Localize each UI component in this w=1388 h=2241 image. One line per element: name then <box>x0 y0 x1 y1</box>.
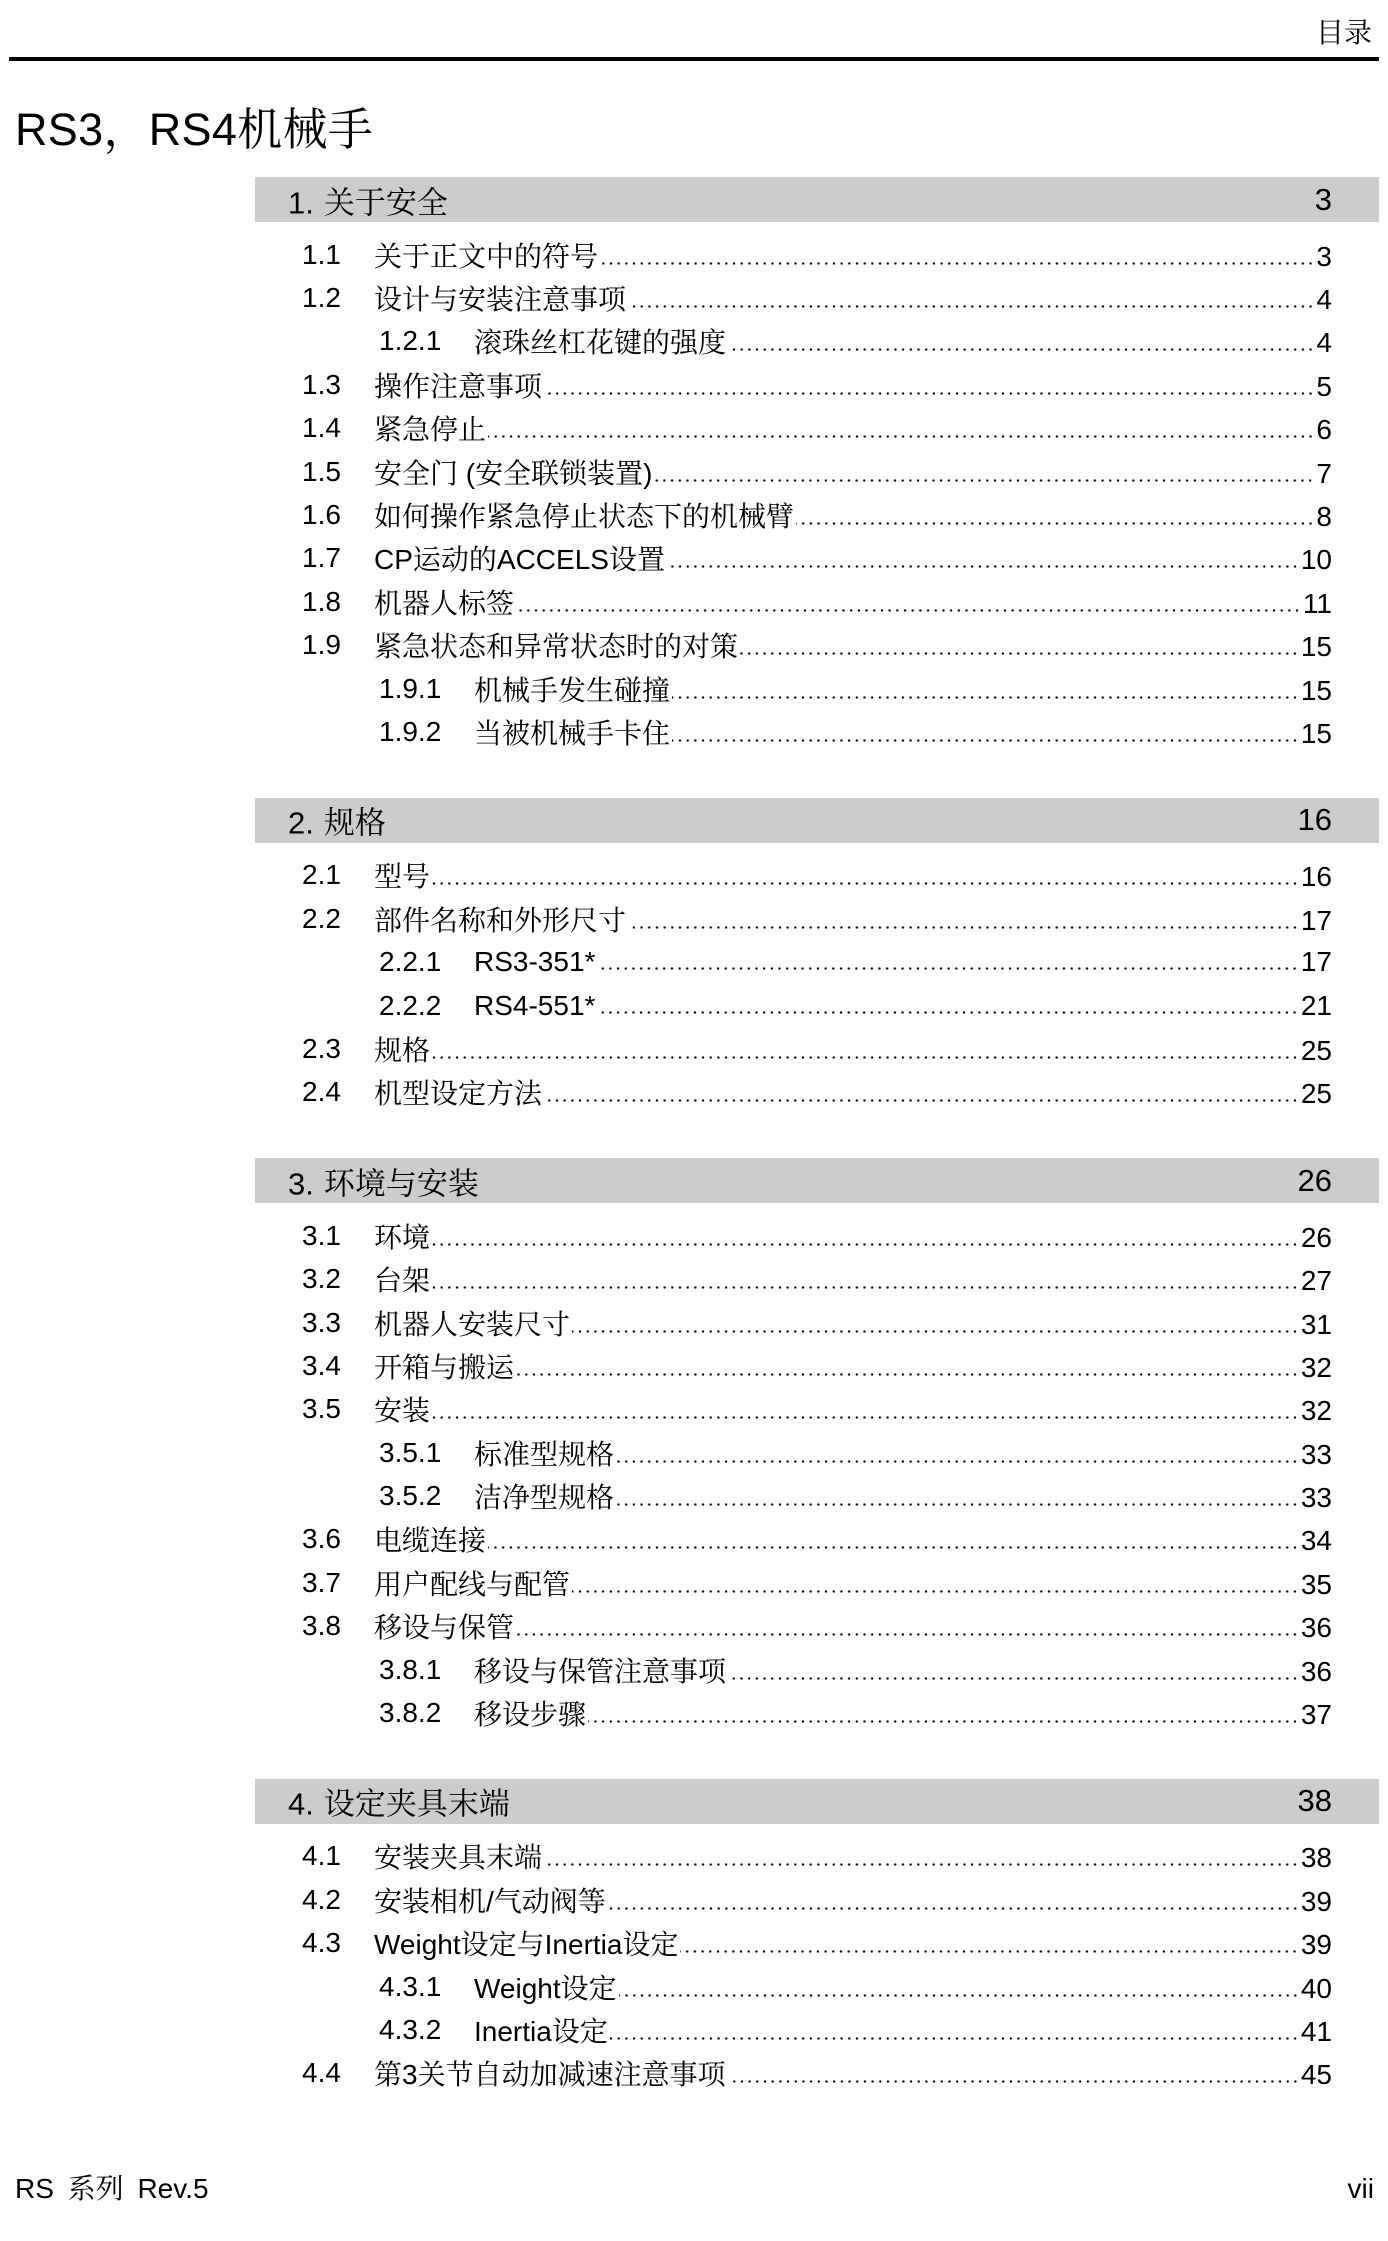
dot-leader <box>608 1907 1299 1910</box>
entry-number: 3.8.2 <box>379 1697 442 1729</box>
dot-leader <box>588 1720 1299 1723</box>
toc-entry[interactable] <box>255 984 1379 1027</box>
dot-leader <box>728 348 1314 351</box>
dot-leader <box>628 926 1299 929</box>
entry-page: 37 <box>1300 1699 1332 1731</box>
toc-entry[interactable] <box>255 407 1379 450</box>
entry-number: 3.5.2 <box>379 1480 442 1512</box>
dot-leader <box>597 1011 1298 1014</box>
entry-page: 38 <box>1300 1842 1332 1874</box>
entry-title: 紧急状态和异常状态时的对策 <box>374 631 739 663</box>
entry-number: 3.2 <box>302 1263 341 1295</box>
section-number: 2. <box>288 805 314 841</box>
toc-entry[interactable] <box>255 580 1379 623</box>
entry-number: 1.3 <box>302 368 341 400</box>
toc-entry[interactable] <box>255 710 1379 753</box>
entry-title: 操作注意事项 <box>374 370 543 402</box>
dot-leader <box>654 479 1314 482</box>
entry-page: 39 <box>1300 1929 1332 1961</box>
section-title: 规格 <box>323 805 386 841</box>
entry-title: 当被机械手卡住 <box>474 717 671 749</box>
entry-title: Weight设定与Inertia设定 <box>374 1929 679 1961</box>
entry-page: 27 <box>1300 1265 1332 1297</box>
entry-number: 1.1 <box>302 238 341 270</box>
toc-entry[interactable] <box>255 1561 1379 1604</box>
dot-leader <box>597 967 1298 970</box>
dot-leader <box>740 652 1299 655</box>
entry-page: 32 <box>1300 1395 1332 1427</box>
dot-leader <box>544 1099 1299 1102</box>
entry-page: 15 <box>1300 717 1332 749</box>
dot-leader <box>572 1330 1299 1333</box>
toc-entry[interactable] <box>255 276 1379 319</box>
dot-leader <box>728 2080 1299 2083</box>
toc-section <box>255 1158 1379 1735</box>
entry-page: 31 <box>1300 1308 1332 1340</box>
dot-leader <box>616 1460 1299 1463</box>
entry-number: 2.1 <box>302 859 341 891</box>
entry-number: 2.2.1 <box>379 946 442 978</box>
entry-page: 11 <box>1302 587 1332 619</box>
entry-page: 4 <box>1316 327 1332 359</box>
section-title: 环境与安装 <box>323 1166 479 1202</box>
entry-title: 台架 <box>374 1265 431 1297</box>
entry-title: 机械手发生碰撞 <box>474 674 671 706</box>
entry-title: 紧急停止 <box>374 414 487 446</box>
entry-title: 洁净型规格 <box>474 1482 615 1514</box>
toc-entry[interactable] <box>255 1257 1379 1300</box>
entry-number: 3.5 <box>302 1393 341 1425</box>
dot-leader <box>516 1633 1299 1636</box>
entry-title: 移设与保管 <box>374 1612 515 1644</box>
entry-number: 3.8 <box>302 1610 341 1642</box>
toc-section <box>255 798 1379 1114</box>
entry-page: 40 <box>1300 1972 1332 2004</box>
toc-entry[interactable] <box>255 667 1379 710</box>
entry-page: 21 <box>1300 989 1332 1021</box>
header-rule <box>9 57 1379 61</box>
entry-page: 7 <box>1316 457 1332 489</box>
entry-title: 安全门 (安全联锁装置) <box>374 457 653 489</box>
dot-leader <box>610 2037 1299 2040</box>
dot-leader <box>544 392 1314 395</box>
entry-title: 如何操作紧急停止状态下的机械臂 <box>374 501 795 533</box>
entry-page: 26 <box>1300 1221 1332 1253</box>
dot-leader <box>616 1503 1299 1506</box>
toc-entry[interactable] <box>255 1431 1379 1474</box>
section-heading[interactable] <box>255 1158 1379 1203</box>
toc-entry[interactable] <box>255 1344 1379 1387</box>
entry-title: 部件名称和外形尺寸 <box>374 904 627 936</box>
entry-title: 规格 <box>374 1034 431 1066</box>
toc-entry[interactable] <box>255 320 1379 363</box>
entry-page: 39 <box>1300 1885 1332 1917</box>
entry-number: 3.7 <box>302 1566 341 1598</box>
entry-page: 4 <box>1316 284 1332 316</box>
entry-number: 3.6 <box>302 1523 341 1555</box>
entry-number: 4.2 <box>302 1883 341 1915</box>
entry-number: 2.2.2 <box>379 989 442 1021</box>
entry-number: 2.2 <box>302 902 341 934</box>
entry-number: 1.9 <box>302 629 341 661</box>
footer-page-number: vii <box>1347 2173 1374 2204</box>
section-title: 关于安全 <box>323 185 448 220</box>
entry-title: 滚珠丝杠花键的强度 <box>474 327 727 359</box>
toc-entry[interactable] <box>255 1027 1379 1070</box>
section-page: 26 <box>1297 1162 1332 1198</box>
entry-page: 36 <box>1300 1612 1332 1644</box>
toc-entry[interactable] <box>255 2008 1379 2051</box>
entry-title: 环境 <box>374 1221 431 1253</box>
toc-entry[interactable] <box>255 1691 1379 1734</box>
entry-number: 1.9.1 <box>379 672 442 704</box>
dot-leader <box>432 1056 1299 1059</box>
toc-entry[interactable] <box>255 537 1379 580</box>
entry-number: 3.8.1 <box>379 1653 442 1685</box>
entry-page: 41 <box>1300 2015 1332 2047</box>
entry-page: 5 <box>1316 370 1332 402</box>
entry-title: 安装 <box>374 1395 431 1427</box>
dot-leader <box>619 1994 1299 1997</box>
entry-title: RS3-351* <box>474 946 596 978</box>
entry-title: 机器人标签 <box>374 587 515 619</box>
entry-page: 17 <box>1300 904 1332 936</box>
entry-number: 2.3 <box>302 1032 341 1064</box>
dot-leader <box>432 882 1299 885</box>
entry-number: 4.3.2 <box>379 2013 442 2045</box>
entry-number: 4.3.1 <box>379 1970 442 2002</box>
dot-leader <box>488 435 1314 438</box>
toc-entry[interactable] <box>255 897 1379 940</box>
dot-leader <box>432 1416 1299 1419</box>
entry-page: 8 <box>1316 501 1332 533</box>
entry-page: 15 <box>1300 674 1332 706</box>
dot-leader <box>728 1677 1299 1680</box>
entry-number: 4.3 <box>302 1927 341 1959</box>
section-title: 设定夹具末端 <box>323 1786 510 1822</box>
entry-page: 16 <box>1300 861 1332 893</box>
entry-title: 移设与保管注意事项 <box>474 1655 727 1687</box>
entry-title: 安装相机/气动阀等 <box>374 1885 606 1917</box>
section-heading[interactable] <box>255 798 1379 843</box>
entry-page: 17 <box>1300 946 1332 978</box>
entry-number: 4.4 <box>302 2057 341 2089</box>
entry-number: 1.7 <box>302 542 341 574</box>
section-number: 3. <box>288 1166 314 1202</box>
footer-series-revision: RS 系列 Rev.5 <box>15 2173 209 2204</box>
entry-page: 35 <box>1300 1568 1332 1600</box>
entry-title: Inertia设定 <box>474 2015 608 2047</box>
toc-entry[interactable] <box>255 1214 1379 1257</box>
dot-leader <box>672 696 1299 699</box>
dot-leader <box>680 1950 1298 1953</box>
section-heading[interactable] <box>255 177 1379 222</box>
entry-page: 45 <box>1300 2059 1332 2091</box>
entry-title: 用户配线与配管 <box>374 1568 571 1600</box>
entry-title: CP运动的ACCELS设置 <box>374 544 665 576</box>
entry-title: 型号 <box>374 861 431 893</box>
dot-leader <box>488 1546 1299 1549</box>
entry-page: 15 <box>1300 631 1332 663</box>
section-heading[interactable] <box>255 1779 1379 1824</box>
toc-entry[interactable] <box>255 1474 1379 1517</box>
section-number: 1. <box>288 185 314 220</box>
dot-leader <box>544 1863 1299 1866</box>
dot-leader <box>432 1286 1299 1289</box>
entry-number: 3.4 <box>302 1349 341 1381</box>
toc-entry[interactable] <box>255 1648 1379 1691</box>
entry-number: 4.1 <box>302 1840 341 1872</box>
toc-entry[interactable] <box>255 1388 1379 1431</box>
entry-page: 33 <box>1300 1482 1332 1514</box>
dot-leader <box>796 522 1314 525</box>
entry-number: 1.9.2 <box>379 715 442 747</box>
entry-number: 3.1 <box>302 1219 341 1251</box>
entry-page: 36 <box>1300 1655 1332 1687</box>
entry-page: 33 <box>1300 1438 1332 1470</box>
dot-leader <box>667 565 1299 568</box>
toc-entry[interactable] <box>255 1605 1379 1648</box>
toc-entry[interactable] <box>255 1071 1379 1114</box>
entry-number: 1.8 <box>302 585 341 617</box>
toc-entry[interactable] <box>255 2052 1379 2095</box>
dot-leader <box>628 305 1314 308</box>
toc-entry[interactable] <box>255 450 1379 493</box>
toc-entry[interactable] <box>255 363 1379 406</box>
section-number: 4. <box>288 1786 314 1822</box>
entry-page: 6 <box>1316 414 1332 446</box>
entry-number: 3.5.1 <box>379 1436 442 1468</box>
section-page: 3 <box>1314 181 1332 217</box>
entry-title: 第3关节自动加减速注意事项 <box>374 2059 726 2091</box>
toc-section <box>255 1779 1379 2095</box>
dot-leader <box>516 1373 1299 1376</box>
entry-title: Weight设定 <box>474 1972 617 2004</box>
toc-entry[interactable] <box>255 1965 1379 2008</box>
toc-entry[interactable] <box>255 624 1379 667</box>
dot-leader <box>672 739 1299 742</box>
toc-entry[interactable] <box>255 1835 1379 1878</box>
table-of-contents <box>255 177 1379 2139</box>
dot-leader <box>516 609 1301 612</box>
toc-entry[interactable] <box>255 1878 1379 1921</box>
entry-title: 移设步骤 <box>474 1699 587 1731</box>
toc-entry[interactable] <box>255 940 1379 983</box>
entry-number: 1.2 <box>302 282 341 314</box>
entry-title: 机型设定方法 <box>374 1078 543 1110</box>
entry-page: 3 <box>1316 240 1332 272</box>
toc-entry[interactable] <box>255 233 1379 276</box>
entry-page: 25 <box>1300 1078 1332 1110</box>
entry-title: 开箱与搬运 <box>374 1351 515 1383</box>
dot-leader <box>572 1590 1299 1593</box>
toc-entry[interactable] <box>255 493 1379 536</box>
dot-leader <box>600 262 1314 265</box>
entry-title: 电缆连接 <box>374 1525 487 1557</box>
toc-entry[interactable] <box>255 1518 1379 1561</box>
toc-entry[interactable] <box>255 1301 1379 1344</box>
entry-title: 标准型规格 <box>474 1438 615 1470</box>
entry-number: 1.4 <box>302 412 341 444</box>
entry-title: 安装夹具末端 <box>374 1842 543 1874</box>
entry-title: 机器人安装尺寸 <box>374 1308 571 1340</box>
entry-title: 关于正文中的符号 <box>374 240 599 272</box>
toc-entry[interactable] <box>255 1922 1379 1965</box>
entry-title: 设计与安装注意事项 <box>374 284 627 316</box>
entry-number: 2.4 <box>302 1076 341 1108</box>
entry-number: 3.3 <box>302 1306 341 1338</box>
document-title: RS3，RS4机械手 <box>15 104 374 155</box>
entry-number: 1.5 <box>302 455 341 487</box>
entry-title: RS4-551* <box>474 989 596 1021</box>
entry-page: 10 <box>1300 544 1332 576</box>
entry-page: 34 <box>1300 1525 1332 1557</box>
dot-leader <box>432 1243 1299 1246</box>
section-page: 38 <box>1297 1783 1332 1819</box>
running-header-title: 目录 <box>1315 17 1372 48</box>
entry-page: 25 <box>1300 1034 1332 1066</box>
section-page: 16 <box>1297 802 1332 838</box>
toc-entry[interactable] <box>255 854 1379 897</box>
toc-section <box>255 177 1379 754</box>
entry-number: 1.6 <box>302 499 341 531</box>
entry-page: 32 <box>1300 1351 1332 1383</box>
entry-number: 1.2.1 <box>379 325 442 357</box>
